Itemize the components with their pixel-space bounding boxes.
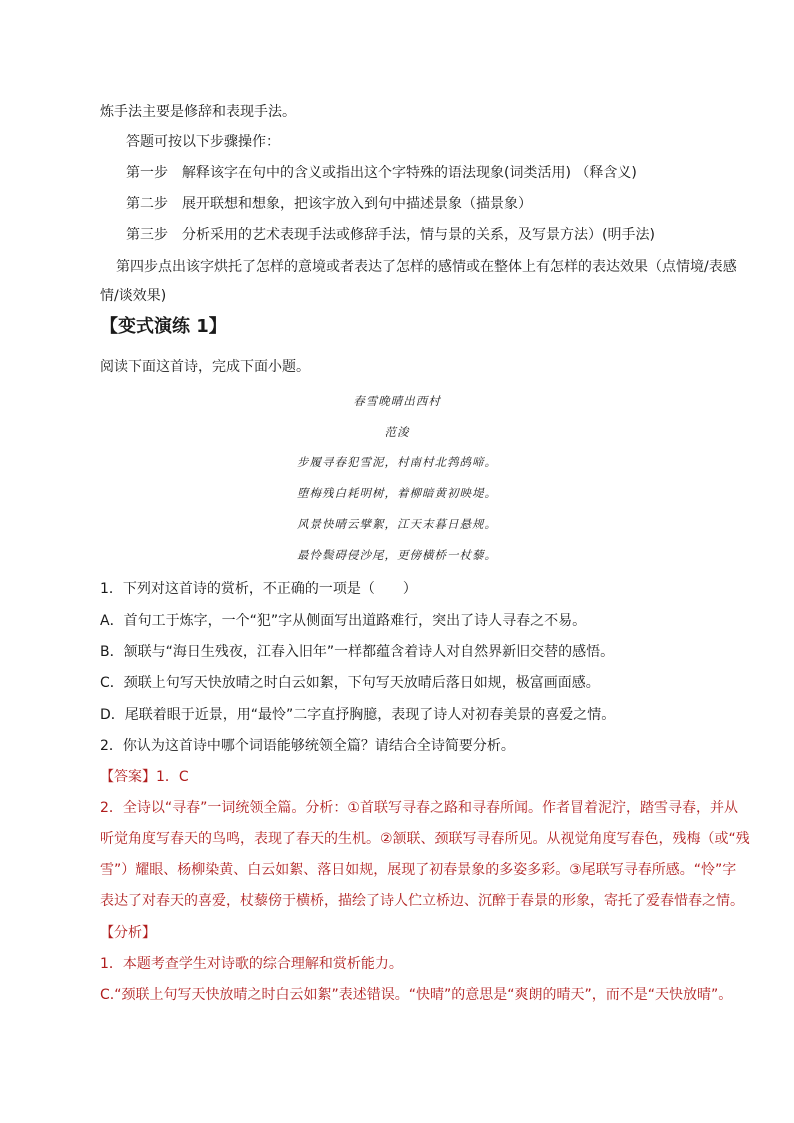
- poem-line: 最怜鬓碍侵沙尾，更傍横桥一杖藜。: [297, 548, 497, 562]
- analysis-label: 【分析】: [100, 925, 156, 941]
- analysis-point-2: C.“颈联上句写天快放晴之时白云如絮”表述错误。“快晴”的意思是“爽朗的晴天”，而不是“天快放晴”。: [100, 987, 733, 1003]
- step-one: 第一步 解释该字在句中的含义或指出这个字特殊的语法现象(词类活用) （释含义): [126, 165, 637, 181]
- poem-line: 堕梅残白耗明树，着柳暗黄初映堤。: [297, 486, 497, 500]
- poem-author: 范浚: [384, 425, 410, 439]
- step-two: 第二步 展开联想和想象，把该字放入到句中描述景象（描景象）: [126, 196, 532, 212]
- poem-line: 风景快晴云擘絮，江天末暮日悬规。: [297, 517, 497, 531]
- answer-block: [100, 768, 189, 786]
- option-b: B．颔联与“海日生残夜，江春入旧年”一样都蕴含着诗人对自然界新旧交替的感悟。: [100, 644, 615, 660]
- step-four-cont: 情/谈效果): [100, 288, 167, 304]
- poem-line: 步履寻春犯雪泥，村南村北鹁鸪啼。: [297, 455, 497, 469]
- intro-instruction: 答题可按以下步骤操作：: [126, 134, 280, 150]
- question-2: 2．你认为这首诗中哪个词语能够统领全篇？请结合全诗简要分析。: [100, 738, 515, 754]
- option-a: A．首句工于炼字，一个“犯”字从侧面写出道路难行，突出了诗人寻春之不易。: [100, 613, 587, 629]
- question-1-stem: 1．下列对这首诗的赏析，不正确的一项是（ ）: [100, 581, 417, 597]
- answer-1: 1．C: [156, 769, 189, 785]
- option-d: D．尾联着眼于近景，用“最怜”二字直抒胸臆，表现了诗人对初春美景的喜爱之情。: [100, 707, 616, 723]
- section-title: 【变式演练 1】: [100, 316, 227, 337]
- analysis-point-1: 1．本题考查学生对诗歌的综合理解和赏析能力。: [100, 956, 403, 972]
- answer-2-line: 雪”）耀眼、杨柳染黄、白云如絮、落日如规，展现了初春景象的多姿多彩。③尾联写寻春所感。“怜”字: [100, 862, 737, 878]
- poem-title: 春雪晚晴出西村: [353, 394, 441, 408]
- intro-line: 炼手法主要是修辞和表现手法。: [100, 104, 296, 120]
- option-c: C．颈联上句写天快放晴之时白云如絮，下句写天放晴后落日如规，极富画面感。: [100, 675, 600, 691]
- answer-2-line: 表达了对春天的喜爱，杖藜傍于横桥，描绘了诗人伫立桥边、沉醉于春景的形象，寄托了爱春惜春之情。: [100, 893, 744, 909]
- answer-label: 【答案】: [100, 769, 156, 785]
- answer-2-line: 2．全诗以“寻春”一词统领全篇。分析：①首联写寻春之路和寻春所闻。作者冒着泥泞，踏雪寻春，并从: [100, 800, 738, 816]
- answer-2-line: 听觉角度写春天的鸟鸣，表现了春天的生机。②颔联、颈联写寻春所见。从视觉角度写春色，残梅（或“残: [100, 831, 750, 847]
- reading-instruction: 阅读下面这首诗，完成下面小题。: [100, 359, 310, 375]
- step-four: 第四步点出该字烘托了怎样的意境或者表达了怎样的感情或在整体上有怎样的表达效果（点情境/表感: [116, 259, 737, 275]
- step-three: 第三步 分析采用的艺术表现手法或修辞手法，情与景的关系，及写景方法）(明手法): [126, 227, 655, 243]
